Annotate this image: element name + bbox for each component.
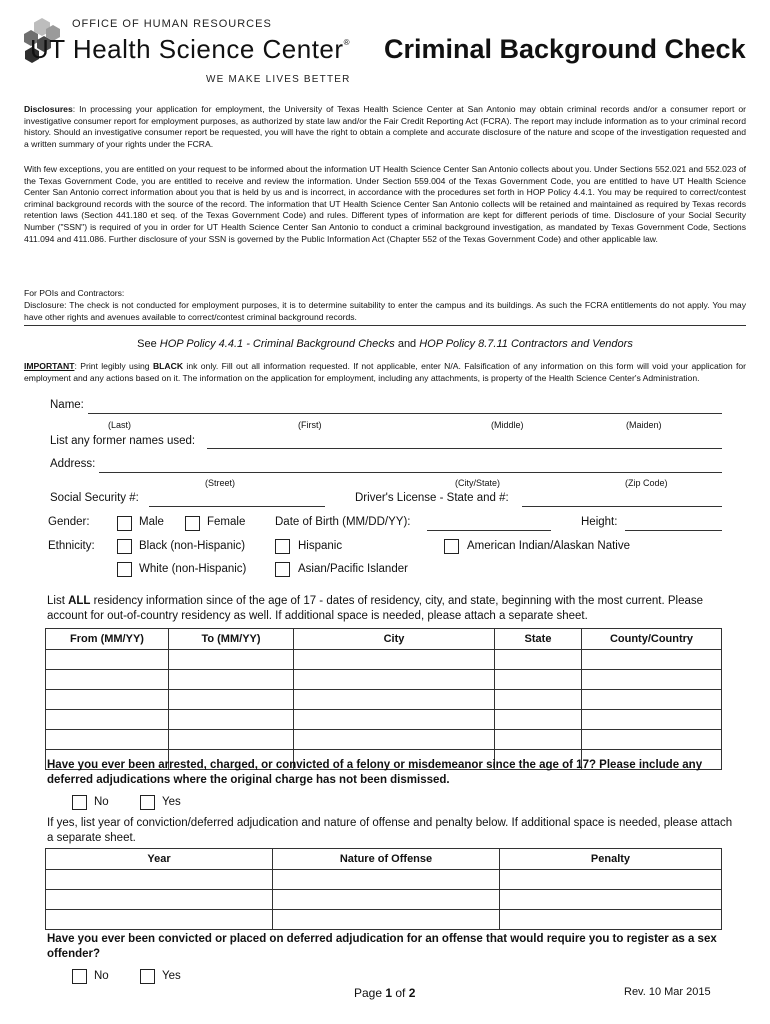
section-divider (24, 325, 746, 326)
table-cell[interactable] (46, 870, 273, 890)
org-name-text: UT Health Science Center (30, 34, 344, 64)
table-cell[interactable] (495, 650, 582, 670)
disclosure-paragraph-2: With few exceptions, you are entitled on your request to be informed about the information UT Health Science Center San Antonio collects about you. Under Sections 552.021 and 552.023 of the Texas Government Code, you are entitled to receive and review the information. Under Section 559.004 of the Texas Government Code, you are entitled to have UT Health Science Center San Antonio correct information about you that is held by us and is incorrect, in accordance with the procedures set forth in HOP Policy 4.4.1. You may be required to correct/contest criminal background records with the source of the record. The information that UT Health Science Center San Antonio collects will be retained and maintained as required by Texas records retention laws (Section 441.180 et seq. of the Texas Government Code) and rules. Different types of information are kept for different periods of time. Disclosure of your Social Security Number ("SSN") is required of you in order for UT Health Science Center San Antonio to conduct a criminal background investigation, as mandated by Texas Government Code, Sections 411.094 and 411.086. Further disclosure of your SSN is governed by the Public Information Act (Chapter 552 of the Texas Government Code) and other applicable law. (24, 164, 746, 244)
poi-text: Disclosure: The check is not conducted for employment purposes, it is to determine suitability to enter the campus and its buildings. As such the FCRA entitlements do not apply. You may have other rights and avenues available to correct/contest criminal background records. (24, 300, 746, 322)
residency-intro-all: ALL (68, 595, 91, 607)
table-cell[interactable] (46, 710, 169, 730)
table-cell[interactable] (169, 710, 294, 730)
important-black: BLACK (152, 361, 184, 371)
gender-male-checkbox[interactable] (117, 516, 132, 531)
address-zip-caption: (Zip Code) (625, 478, 668, 488)
sex-offender-yes-checkbox[interactable] (140, 969, 155, 984)
table-cell[interactable] (500, 870, 722, 890)
disclosure-paragraph-1 (24, 104, 746, 150)
table-row (46, 890, 722, 910)
ethnicity-white-label: White (non-Hispanic) (139, 563, 247, 575)
policy-link-4-4-1[interactable]: HOP Policy 4.4.1 - Criminal Background Checks (159, 338, 395, 350)
table-cell[interactable] (46, 670, 169, 690)
table-cell[interactable] (273, 890, 500, 910)
offense-header-row (46, 849, 722, 870)
arrest-question: Have you ever been arrested, charged, or convicted of a felony or misdemeanor since the age of 17? Please include any deferred adjudications where the original charge has not been dismissed. (47, 759, 703, 786)
offense-table (45, 848, 722, 930)
col-to: To (MM/YY) (169, 629, 294, 650)
table-cell[interactable] (46, 730, 169, 750)
gender-label: Gender: (48, 516, 90, 528)
ssn-field[interactable] (149, 506, 325, 507)
name-maiden-caption: (Maiden) (626, 420, 662, 430)
disclosures-label: Disclosures (24, 104, 73, 114)
table-cell[interactable] (495, 670, 582, 690)
policy-reference (0, 338, 770, 350)
table-cell[interactable] (500, 890, 722, 910)
col-year: Year (46, 849, 273, 870)
table-cell[interactable] (273, 910, 500, 930)
ethnicity-asian-label: Asian/Pacific Islander (298, 563, 408, 575)
revision-date: Rev. 10 Mar 2015 (624, 986, 711, 998)
policy-link-8-7-11[interactable]: HOP Policy 8.7.11 Contractors and Vendors (419, 338, 633, 350)
arrest-followup: If yes, list year of conviction/deferred adjudication and nature of offense and penalty below. If additional space is needed, please attach a separate sheet. (47, 817, 733, 844)
table-cell[interactable] (46, 890, 273, 910)
ethnicity-white-checkbox[interactable] (117, 562, 132, 577)
ethnicity-label: Ethnicity: (48, 540, 95, 552)
page-pre: Page (354, 986, 386, 1000)
table-cell[interactable] (582, 650, 722, 670)
table-cell[interactable] (169, 670, 294, 690)
ethnicity-hispanic-label: Hispanic (298, 540, 343, 552)
table-cell[interactable] (169, 650, 294, 670)
table-cell[interactable] (294, 690, 495, 710)
table-cell[interactable] (294, 670, 495, 690)
address-street-caption: (Street) (205, 478, 236, 488)
page-total: 2 (408, 986, 416, 1000)
arrest-yes-checkbox[interactable] (140, 795, 155, 810)
sex-offender-yes-label: Yes (162, 970, 181, 982)
gender-male-label: Male (139, 516, 164, 528)
drivers-license-label: Driver's License - State and #: (355, 492, 509, 504)
table-cell[interactable] (495, 690, 582, 710)
page-current: 1 (385, 986, 393, 1000)
table-row (46, 670, 722, 690)
table-cell[interactable] (582, 710, 722, 730)
important-notice (24, 361, 746, 384)
name-label: Name: (50, 399, 84, 411)
org-tagline: WE MAKE LIVES BETTER (206, 74, 351, 85)
table-row (46, 730, 722, 750)
sex-offender-no-checkbox[interactable] (72, 969, 87, 984)
table-cell[interactable] (495, 710, 582, 730)
table-cell[interactable] (500, 910, 722, 930)
table-row (46, 650, 722, 670)
disclosure-text-1: : In processing your application for employment, the University of Texas Health Science Center at San Antonio may obtain criminal records and/or a consumer report or investigative consumer report for employment purposes, as authorized by state law and/or the Fair Credit Reporting Act (FCRA). The report may include information as to your criminal record history. Should an investigative consumer report be requested, you will have the right to obtain a complete and accurate disclosure of the nature and scope of the investigation requested and a written summary of your rights under the FCRA. (24, 104, 746, 149)
org-name (30, 34, 350, 65)
ethnicity-american-indian-checkbox[interactable] (444, 539, 459, 554)
table-row (46, 710, 722, 730)
table-cell[interactable] (294, 650, 495, 670)
name-field[interactable] (88, 413, 722, 414)
sex-offender-no-label: No (94, 970, 109, 982)
page-number (354, 986, 415, 1000)
policy-and: and (394, 338, 420, 350)
table-cell[interactable] (294, 730, 495, 750)
important-text-1: : Print legibly using (74, 361, 153, 371)
col-nature-of-offense: Nature of Offense (273, 849, 500, 870)
policy-see: See (137, 338, 160, 350)
gender-female-label: Female (207, 516, 246, 528)
residency-intro-pre: List (47, 595, 69, 607)
table-cell[interactable] (582, 670, 722, 690)
table-cell[interactable] (46, 690, 169, 710)
ethnicity-black-label: Black (non-Hispanic) (139, 540, 246, 552)
gender-female-checkbox[interactable] (185, 516, 200, 531)
col-city: City (294, 629, 495, 650)
ssn-label: Social Security #: (50, 492, 139, 504)
table-row (46, 690, 722, 710)
ethnicity-hispanic-checkbox[interactable] (275, 539, 290, 554)
ethnicity-american-indian-label: American Indian/Alaskan Native (467, 540, 630, 552)
sex-offender-question: Have you ever been convicted or placed on deferred adjudication for an offense that would require you to register as a sex offender? (47, 933, 717, 960)
office-name: OFFICE OF HUMAN RESOURCES (72, 18, 272, 30)
table-cell[interactable] (46, 910, 273, 930)
important-label: IMPORTANT (24, 361, 75, 371)
height-label: Height: (581, 516, 618, 528)
registered-mark: ® (343, 38, 350, 47)
residency-intro-post: residency information since of the age of 17 - dates of residency, city, and state, beginning with the most current. Please account for out-of-country residency as well. If additional space is needed, please attach a separate sheet. (47, 595, 704, 622)
address-label: Address: (50, 458, 96, 470)
address-field[interactable] (99, 472, 722, 473)
residency-table (45, 628, 722, 770)
height-field[interactable] (625, 530, 722, 531)
table-cell[interactable] (582, 690, 722, 710)
name-first-caption: (First) (298, 420, 322, 430)
table-cell[interactable] (169, 690, 294, 710)
former-names-field[interactable] (207, 448, 722, 449)
table-cell[interactable] (169, 730, 294, 750)
table-cell[interactable] (46, 650, 169, 670)
poi-heading: For POIs and Contractors: (24, 288, 125, 298)
arrest-yes-label: Yes (162, 796, 181, 808)
drivers-license-field[interactable] (522, 506, 722, 507)
name-middle-caption: (Middle) (491, 420, 524, 430)
arrest-no-checkbox[interactable] (72, 795, 87, 810)
table-cell[interactable] (582, 730, 722, 750)
col-from: From (MM/YY) (46, 629, 169, 650)
important-text-2: ink only. Fill out all information requested. If not applicable, enter N/A. Falsification of any information on this form will void your application for employment and any actions based on it. The information on the application for employment, including any attachments, is property of the Health Science Center's Administration. (24, 361, 747, 383)
table-row (46, 870, 722, 890)
residency-header-row (46, 629, 722, 650)
col-county-country: County/Country (582, 629, 722, 650)
dob-label: Date of Birth (MM/DD/YY): (275, 516, 411, 528)
former-names-label: List any former names used: (50, 435, 196, 447)
dob-field[interactable] (427, 530, 551, 531)
col-state: State (495, 629, 582, 650)
page-title: Criminal Background Check (384, 34, 746, 64)
arrest-no-label: No (94, 796, 109, 808)
table-cell[interactable] (495, 730, 582, 750)
col-penalty: Penalty (500, 849, 722, 870)
table-cell[interactable] (273, 870, 500, 890)
table-row (46, 910, 722, 930)
address-city-state-caption: (City/State) (455, 478, 501, 488)
ethnicity-black-checkbox[interactable] (117, 539, 132, 554)
table-cell[interactable] (294, 710, 495, 730)
page-of: of (392, 986, 409, 1000)
name-last-caption: (Last) (108, 420, 132, 430)
ethnicity-asian-checkbox[interactable] (275, 562, 290, 577)
residency-instructions (47, 594, 737, 624)
